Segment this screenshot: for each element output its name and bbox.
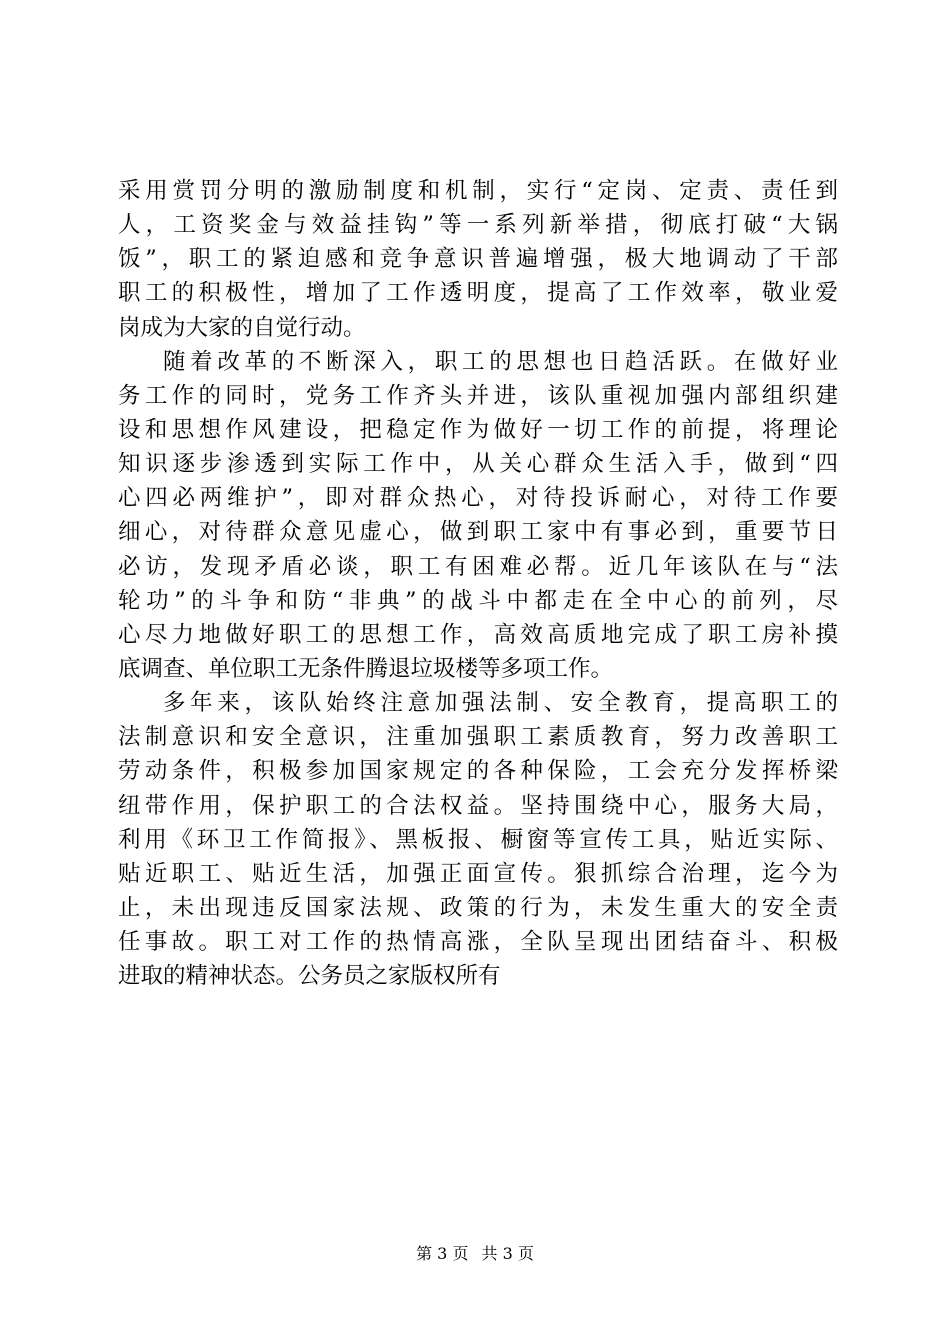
paragraph-1-line-5: 岗成为大家的自觉行动。 <box>118 314 366 341</box>
paragraph-2-line-8: 轮功”的斗争和防“非典”的战斗中都走在全中心的前列，尽 <box>118 587 838 614</box>
paragraph-2-line-9: 心尽力地做好职工的思想工作，高效高质地完成了职工房补摸 <box>118 621 838 648</box>
paragraph-2-line-10: 底调查、单位职工无条件腾退垃圾楼等多项工作。 <box>118 655 614 682</box>
paragraph-2-line-1: 随着改革的不断深入，职工的思想也日趋活跃。在做好业 <box>163 348 838 375</box>
paragraph-3-line-7: 止，未出现违反国家法规、政策的行为，未发生重大的安全责 <box>118 894 838 921</box>
document-body <box>118 174 838 993</box>
paragraph-3-line-2: 法制意识和安全意识，注重加强职工素质教育，努力改善职工 <box>118 724 838 751</box>
paragraph-3-line-4: 纽带作用，保护职工的合法权益。坚持围绕中心，服务大局， <box>118 792 838 819</box>
page-number: 第 3 页 <box>416 1244 469 1263</box>
page-total: 共 3 页 <box>481 1244 534 1263</box>
paragraph-3-line-3: 劳动条件，积极参加国家规定的各种保险，工会充分发挥桥梁 <box>118 758 838 785</box>
paragraph-2-line-3: 设和思想作风建设，把稳定作为做好一切工作的前提，将理论 <box>118 416 838 443</box>
paragraph-3-line-1: 多年来，该队始终注意加强法制、安全教育，提高职工的 <box>163 690 838 717</box>
paragraph-3-line-6: 贴近职工、贴近生活，加强正面宣传。狠抓综合治理，迄今为 <box>118 860 838 887</box>
paragraph-1-line-2: 人，工资奖金与效益挂钩”等一系列新举措，彻底打破“大锅 <box>118 212 838 239</box>
paragraph-2-line-6: 细心，对待群众意见虚心，做到职工家中有事必到，重要节日 <box>118 519 838 546</box>
paragraph-2-line-5: 心四必两维护”，即对群众热心，对待投诉耐心，对待工作要 <box>118 485 838 512</box>
paragraph-3-line-5: 利用《环卫工作简报》、黑板报、橱窗等宣传工具，贴近实际、 <box>118 826 838 853</box>
paragraph-1-line-4: 职工的积极性，增加了工作透明度，提高了工作效率，敬业爱 <box>118 280 838 307</box>
paragraph-1-line-3: 饭”，职工的紧迫感和竞争意识普遍增强，极大地调动了干部 <box>118 246 838 273</box>
paragraph-1-line-1: 采用赏罚分明的激励制度和机制，实行“定岗、定责、责任到 <box>118 178 838 204</box>
paragraph-3-line-9: 进取的精神状态。公务员之家版权所有 <box>118 963 501 990</box>
paragraph-2-line-4: 知识逐步渗透到实际工作中，从关心群众生活入手，做到“四 <box>118 451 838 478</box>
paragraph-2-line-2: 务工作的同时，党务工作齐头并进，该队重视加强内部组织建 <box>118 382 838 409</box>
paragraph-3-line-8: 任事故。职工对工作的热情高涨，全队呈现出团结奋斗、积极 <box>118 929 838 956</box>
paragraph-2-line-7: 必访，发现矛盾必谈，职工有困难必帮。近几年该队在与“法 <box>118 553 838 580</box>
page-footer <box>0 1242 950 1266</box>
